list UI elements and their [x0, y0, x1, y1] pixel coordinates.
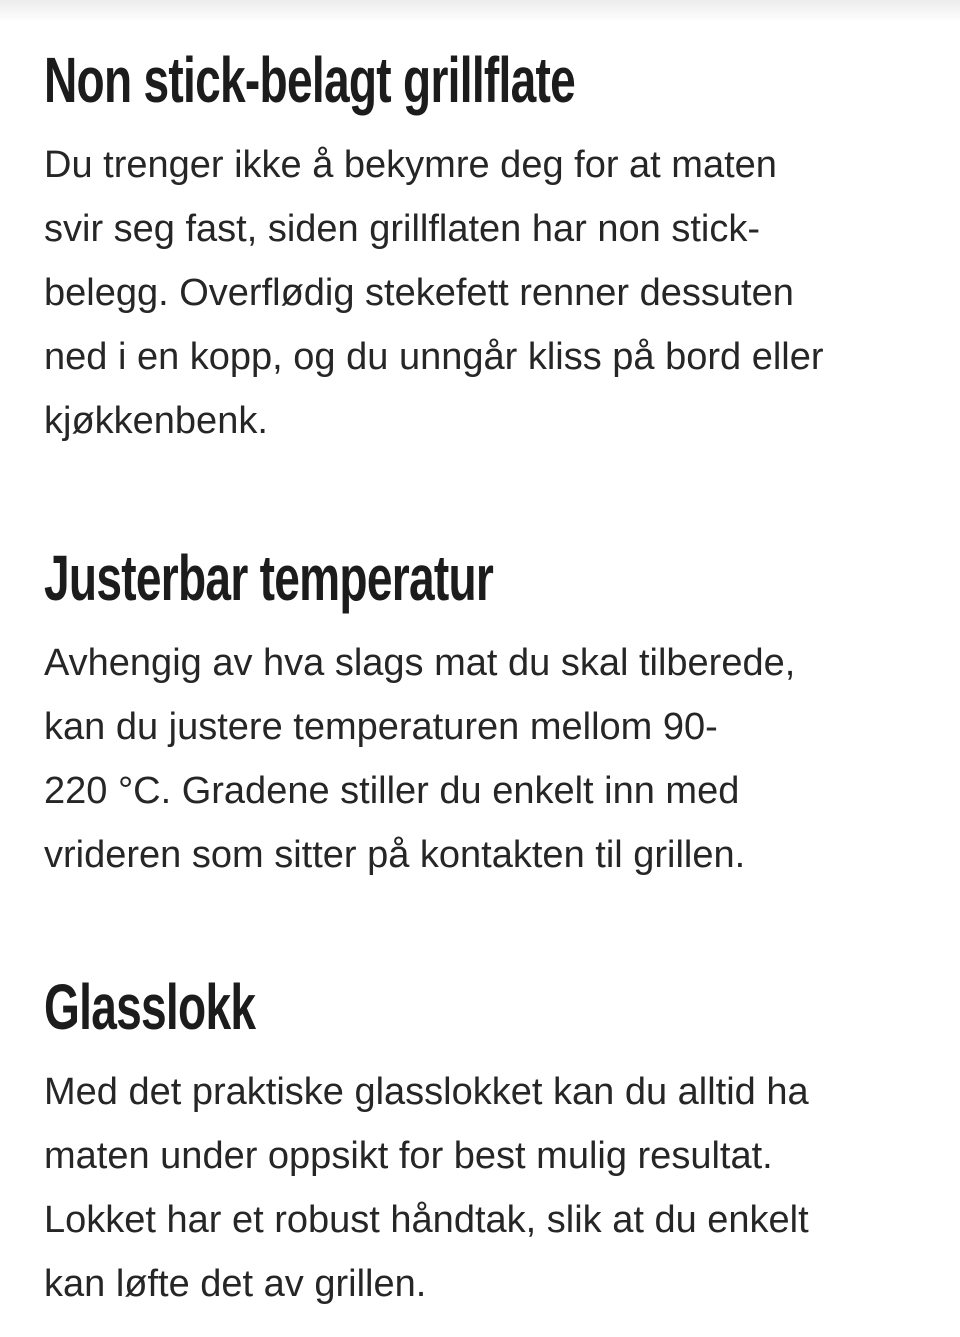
section-paragraph	[44, 133, 944, 453]
paragraph-line: svir seg fast, siden grillflaten har non stick-	[44, 208, 760, 250]
paragraph-line: kan løfte det av grillen.	[44, 1263, 427, 1305]
top-shadow	[0, 0, 960, 22]
paragraph-line: Du trenger ikke å bekymre deg for at maten	[44, 144, 777, 186]
paragraph-line: kjøkkenbenk.	[44, 400, 268, 442]
section-paragraph	[44, 631, 944, 887]
section-heading: Glasslokk	[44, 971, 256, 1043]
section-paragraph	[44, 1060, 944, 1316]
paragraph-line: belegg. Overflødig stekefett renner dessuten	[44, 272, 794, 314]
paragraph-line: maten under oppsikt for best mulig resultat.	[44, 1135, 773, 1177]
section-temperature	[44, 543, 944, 887]
paragraph-line: 220 °C. Gradene stiller du enkelt inn med	[44, 770, 740, 812]
paragraph-line: Avhengig av hva slags mat du skal tilberede,	[44, 642, 796, 684]
section-heading: Justerbar temperatur	[44, 542, 494, 614]
paragraph-line: kan du justere temperaturen mellom 90-	[44, 706, 718, 748]
section-glass-lid	[44, 972, 944, 1316]
paragraph-line: vrideren som sitter på kontakten til grillen.	[44, 834, 746, 876]
section-non-stick	[44, 45, 944, 453]
paragraph-line: ned i en kopp, og du unngår kliss på bord eller	[44, 336, 824, 378]
section-heading: Non stick-belagt grillflate	[44, 44, 576, 116]
paragraph-line: Lokket har et robust håndtak, slik at du enkelt	[44, 1199, 809, 1241]
paragraph-line: Med det praktiske glasslokket kan du alltid ha	[44, 1071, 809, 1113]
